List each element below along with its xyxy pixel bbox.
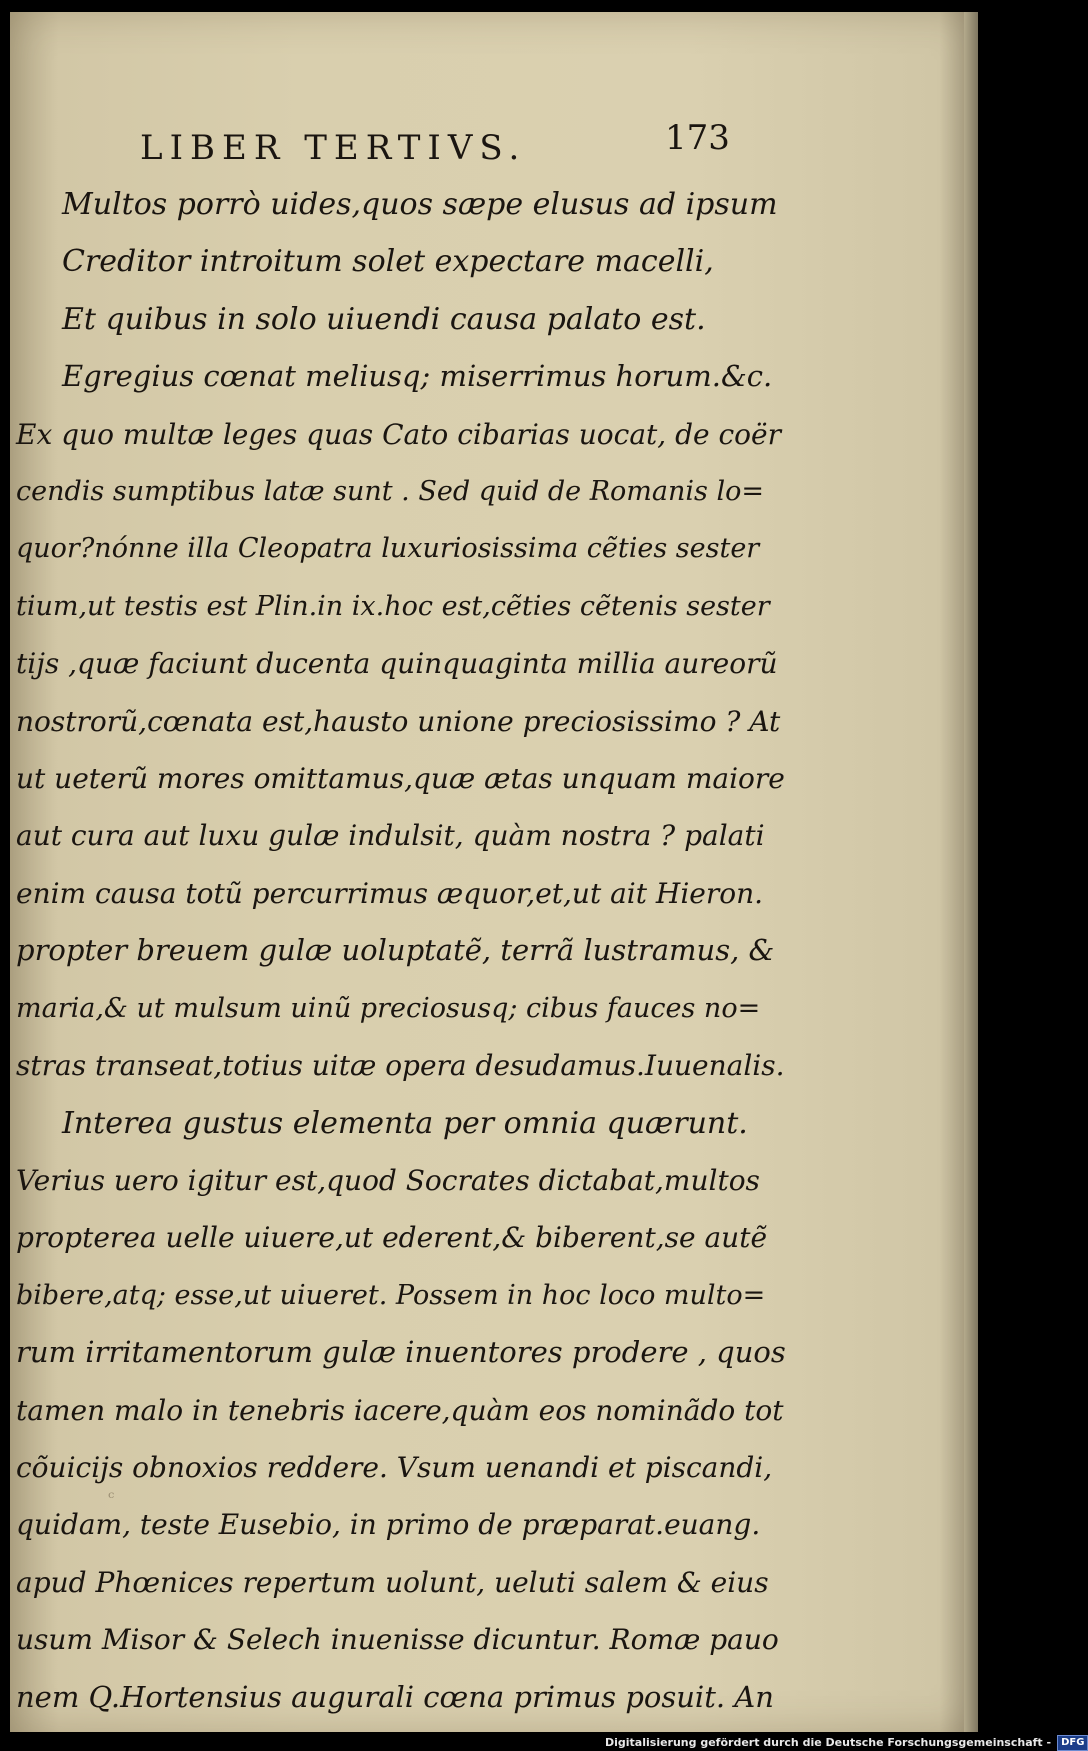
text-line: tijs ,quæ faciunt ducenta quinquaginta millia aureorũ xyxy=(16,647,778,681)
running-head: LIBER TERTIVS. xyxy=(140,128,527,168)
text-line: Egregius cœnat meliusq; miserrimus horum.&c. xyxy=(62,359,773,394)
text-line: apud Phœnices repertum uolunt, ueluti salem & eius xyxy=(16,1565,769,1599)
text-line: quidam, teste Eusebio, in primo de præparat.euang. xyxy=(16,1508,761,1542)
text-line: rum irritamentorum gulæ inuentores prodere , quos xyxy=(16,1335,786,1370)
text-line: usum Misor & Selech inuenisse dicuntur. Romæ pauo xyxy=(16,1623,779,1657)
credit-text: Digitalisierung gefördert durch die Deutsche Forschungsgemeinschaft - xyxy=(605,1736,1052,1749)
text-line: propterea uelle uiuere,ut ederent,& biberent,se autẽ xyxy=(16,1221,768,1255)
text-line: propter breuem gulæ uoluptatẽ, terrã lustramus, & xyxy=(16,933,775,968)
text-line: quor?nónne illa Cleopatra luxuriosissima cẽties sester xyxy=(16,533,760,565)
text-line: nem Q.Hortensius augurali cœna primus posuit. An xyxy=(16,1679,774,1714)
text-line: Creditor introitum solet expectare macelli, xyxy=(62,244,714,280)
text-line: Interea gustus elementa per omnia quærunt. xyxy=(62,1105,748,1141)
text-line: nostrorũ,cœnata est,hausto unione preciosissimo ? At xyxy=(16,704,781,738)
digitization-credit xyxy=(605,1734,1088,1751)
text-line: tium,ut testis est Plin.in ix.hoc est,cẽties cẽtenis sester xyxy=(16,590,770,622)
page-number: 173 xyxy=(665,118,730,158)
text-line: tamen malo in tenebris iacere,quàm eos nominãdo tot xyxy=(16,1393,784,1427)
text-line: cendis sumptibus latæ sunt . Sed quid de Romanis lo= xyxy=(16,476,764,508)
text-line: Et quibus in solo uiuendi causa palato est. xyxy=(62,301,706,337)
text-line: Ex quo multæ leges quas Cato cibarias uocat, de coër xyxy=(16,417,781,451)
page-edge xyxy=(964,12,978,1732)
text-line: stras transeat,totius uitæ opera desudamus.Iuuenalis. xyxy=(16,1049,785,1083)
text-line: bibere,atq; esse,ut uiueret. Possem in hoc loco multo= xyxy=(16,1279,766,1311)
text-line: maria,& ut mulsum uinũ preciosusq; cibus fauces no= xyxy=(16,992,761,1024)
text-line: enim causa totũ percurrimus æquor,et,ut ait Hieron. xyxy=(16,876,764,910)
dfg-logo: DFG xyxy=(1057,1735,1088,1751)
text-line: Verius uero igitur est,quod Socrates dictabat,multos xyxy=(16,1163,760,1197)
body-text xyxy=(16,176,786,1726)
text-line: Multos porrò uides,quos sæpe elusus ad ipsum xyxy=(62,187,778,222)
text-line: ut ueterũ mores omittamus,quæ ætas unquam maiore xyxy=(16,762,785,796)
ink-smudge: ᶜ xyxy=(108,1488,115,1509)
text-line: cõuicijs obnoxios reddere. Vsum uenandi et piscandi, xyxy=(16,1450,773,1484)
text-line: aut cura aut luxu gulæ indulsit, quàm nostra ? palati xyxy=(16,819,765,853)
